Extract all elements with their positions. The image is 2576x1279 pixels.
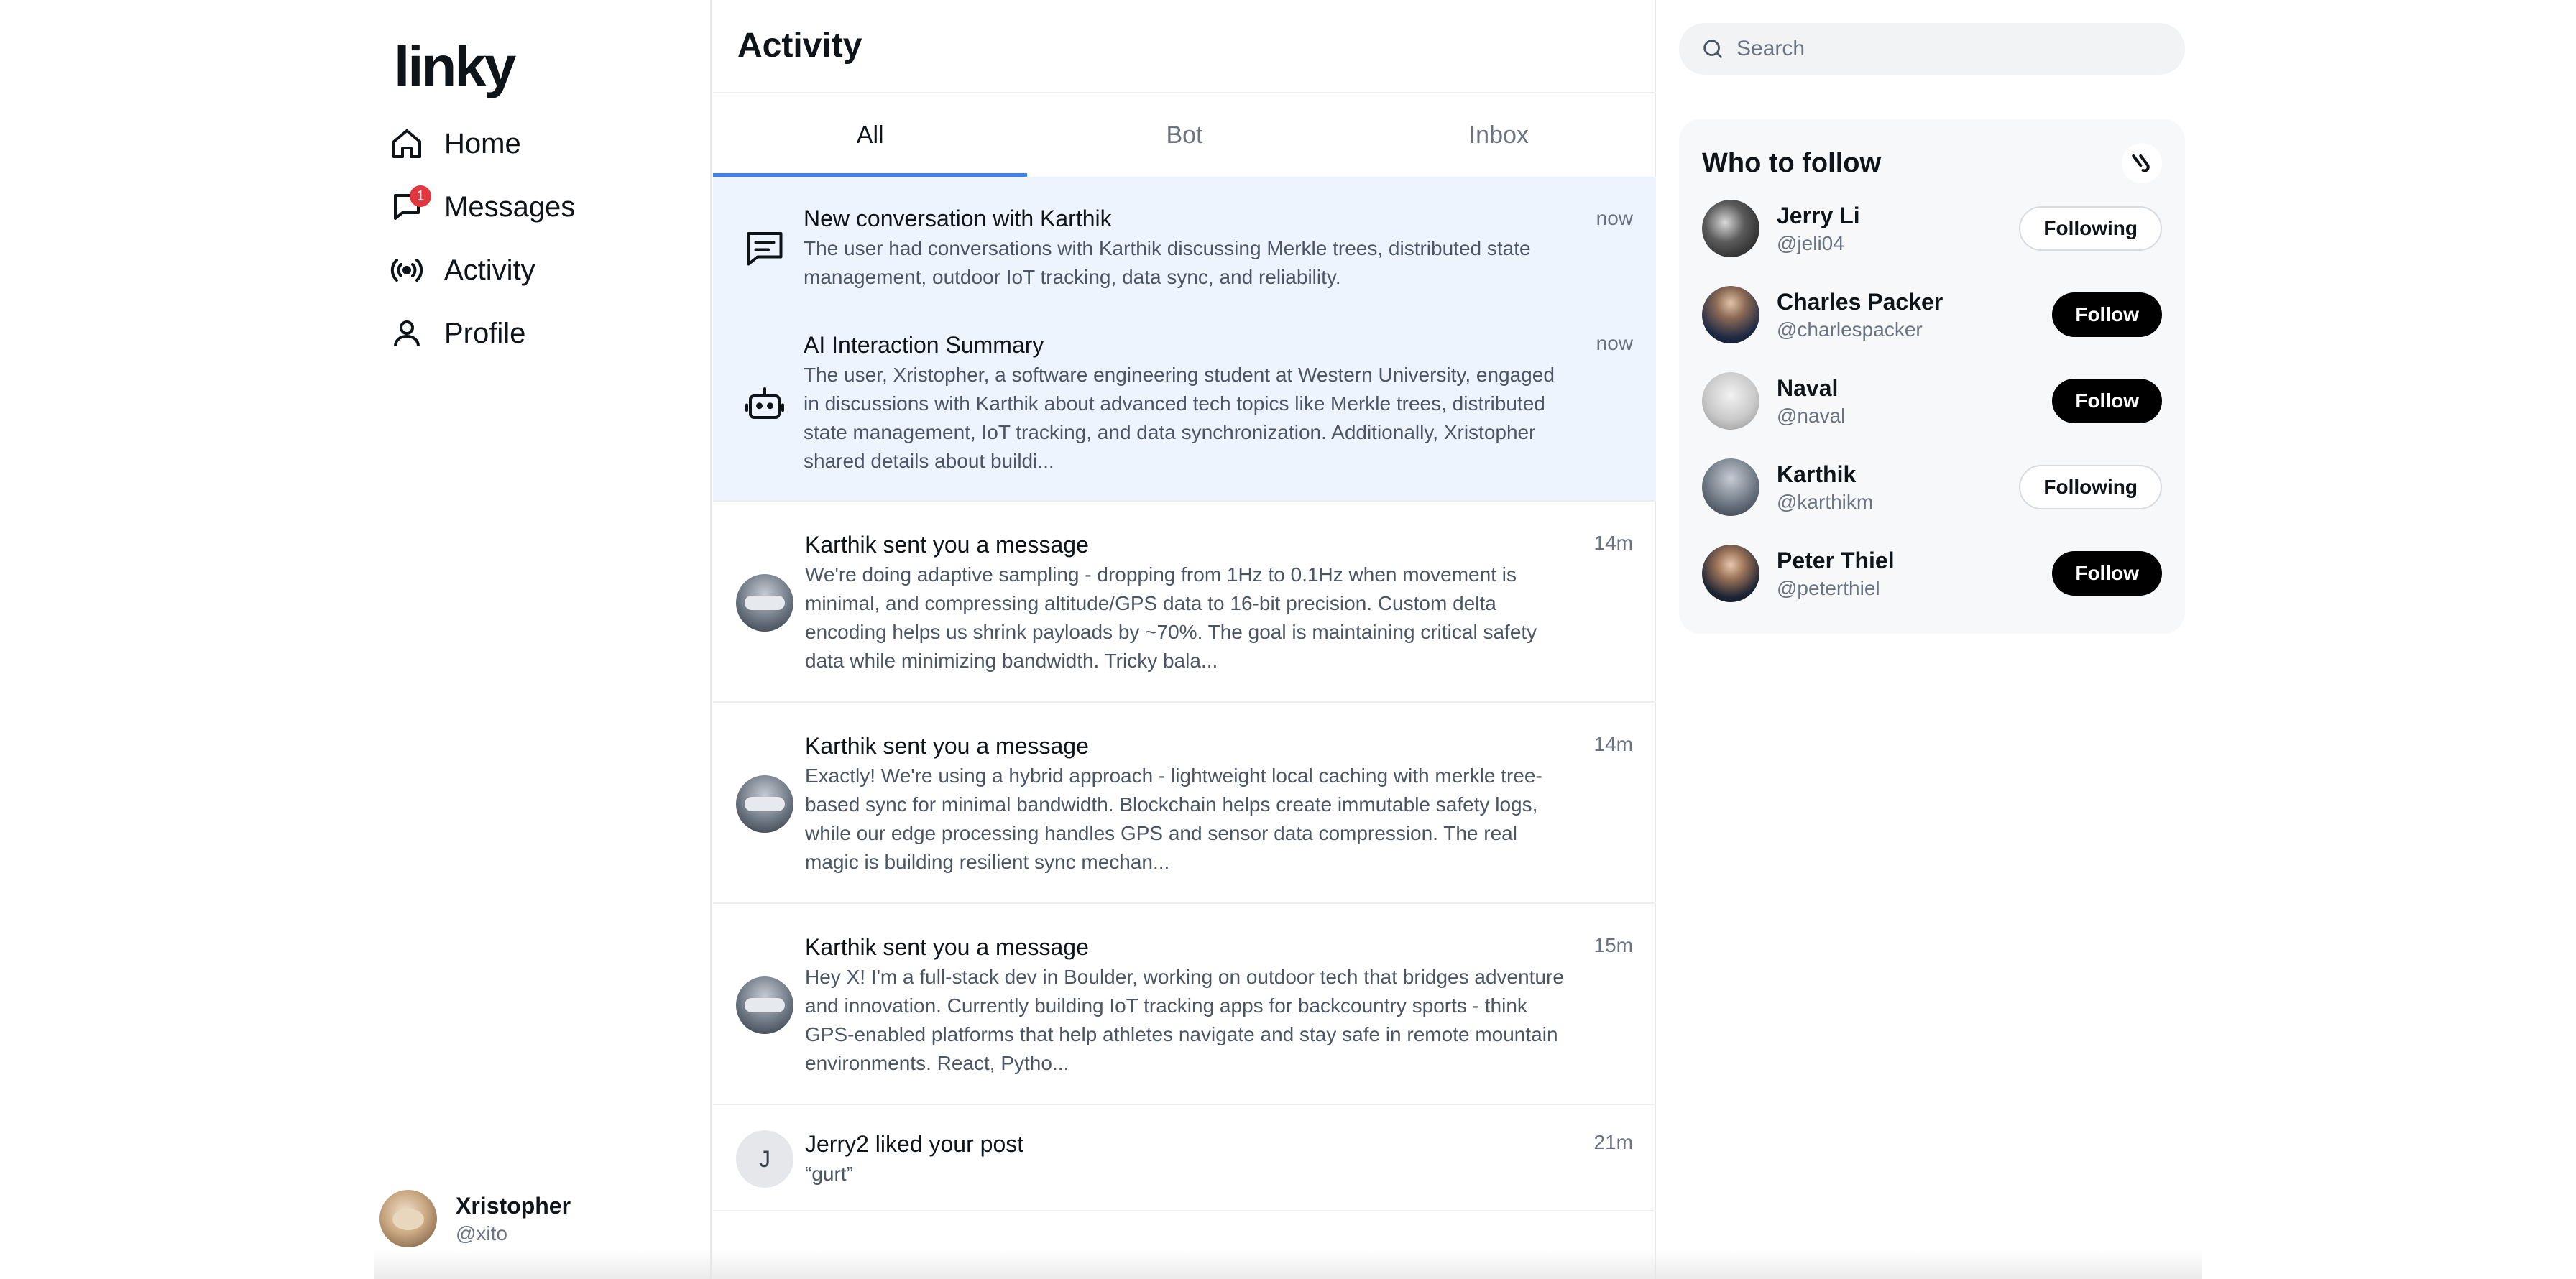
who-to-follow-card bbox=[1679, 119, 2185, 634]
linky-mark-icon bbox=[2128, 149, 2156, 177]
karthik-avatar bbox=[736, 976, 794, 1034]
activity-text: The user, Xristopher, a software engineering student at Western University, engaged in discussions with Karthik about advanced tech topics like Merkle trees, distributed state management, IoT tracking, and data synchronization. Additionally, Xristopher shared details about buildi... bbox=[804, 364, 1555, 472]
broadcast-icon bbox=[388, 251, 426, 289]
activity-column bbox=[713, 0, 1656, 1279]
right-column bbox=[1679, 23, 2185, 634]
user-handle: @jeli04 bbox=[1777, 231, 1844, 254]
user-avatar bbox=[1702, 372, 1760, 430]
activity-title: Karthik sent you a message bbox=[805, 934, 1089, 960]
message-icon bbox=[388, 188, 426, 226]
follow-button[interactable]: Follow bbox=[2052, 551, 2162, 596]
user-handle: @charlespacker bbox=[1777, 318, 1923, 341]
suggested-user[interactable] bbox=[1702, 444, 2162, 530]
activity-feed bbox=[713, 177, 1656, 1211]
jerry2-avatar: J bbox=[736, 1130, 794, 1188]
follow-button[interactable]: Follow bbox=[2052, 379, 2162, 423]
current-user-card[interactable] bbox=[380, 1190, 571, 1247]
nav-label-home: Home bbox=[444, 127, 521, 160]
tab-bot[interactable]: Bot bbox=[1166, 121, 1203, 149]
following-button[interactable]: Following bbox=[2019, 206, 2162, 251]
messages-badge: 1 bbox=[410, 185, 431, 207]
left-sidebar bbox=[0, 0, 712, 1279]
nav-item-profile[interactable] bbox=[388, 302, 575, 365]
robot-icon bbox=[743, 382, 786, 425]
activity-text: The user had conversations with Karthik discussing Merkle trees, distributed state management, outdoor IoT tracking, data sync, and reliability. bbox=[804, 237, 1531, 288]
search-bar[interactable] bbox=[1679, 23, 2185, 75]
user-name: Naval bbox=[1777, 374, 1839, 401]
activity-item[interactable] bbox=[713, 177, 1656, 316]
activity-item[interactable] bbox=[713, 502, 1656, 703]
follow-button[interactable]: Follow bbox=[2052, 292, 2162, 337]
activity-text: “gurt” bbox=[805, 1163, 853, 1185]
page-title: Activity bbox=[737, 27, 862, 65]
activity-item[interactable] bbox=[713, 316, 1656, 502]
user-avatar bbox=[1702, 458, 1760, 516]
nav-label-activity: Activity bbox=[444, 254, 535, 286]
following-button[interactable]: Following bbox=[2019, 465, 2162, 509]
nav-label-profile: Profile bbox=[444, 317, 526, 349]
activity-title: Jerry2 liked your post bbox=[805, 1131, 1024, 1157]
activity-tabs bbox=[713, 92, 1656, 177]
nav-item-home[interactable] bbox=[388, 112, 575, 175]
activity-title: Karthik sent you a message bbox=[805, 733, 1089, 759]
user-name: Charles Packer bbox=[1777, 288, 1944, 315]
suggested-user[interactable] bbox=[1702, 185, 2162, 272]
activity-time: now bbox=[1596, 332, 1633, 354]
activity-time: 14m bbox=[1593, 733, 1633, 755]
activity-text: Exactly! We're using a hybrid approach - lightweight local caching with merkle tree-based sync for minimal bandwidth. Blockchain helps create immutable safety logs, while our edge processing handles GPS and sensor data compression. The real magic is building resilient sync mechan... bbox=[805, 765, 1542, 873]
main-nav bbox=[388, 112, 575, 365]
tab-all[interactable]: All bbox=[713, 93, 1027, 177]
activity-title: Karthik sent you a message bbox=[805, 532, 1089, 558]
nav-item-messages[interactable] bbox=[388, 175, 575, 239]
who-to-follow-title: Who to follow bbox=[1702, 147, 1882, 178]
user-name: Karthik bbox=[1777, 461, 1857, 487]
user-avatar bbox=[1702, 200, 1760, 257]
user-icon bbox=[388, 315, 426, 352]
activity-time: now bbox=[1596, 207, 1633, 229]
user-handle: @peterthiel bbox=[1777, 576, 1880, 599]
activity-time: 21m bbox=[1593, 1131, 1633, 1153]
user-name: Jerry Li bbox=[1777, 202, 1860, 228]
activity-text: Hey X! I'm a full-stack dev in Boulder, working on outdoor tech that bridges adventure and innovation. Currently building IoT tracking apps for backcountry sports - think GPS-enabled platforms that help athletes navigate and stay safe in remote mountain environments. React, Pytho... bbox=[805, 966, 1564, 1074]
user-handle: @karthikm bbox=[1777, 490, 1874, 513]
karthik-avatar bbox=[736, 574, 794, 632]
suggested-user[interactable] bbox=[1702, 530, 2162, 617]
user-handle: @naval bbox=[1777, 404, 1846, 427]
user-name: Peter Thiel bbox=[1777, 547, 1895, 573]
home-icon bbox=[388, 125, 426, 162]
user-avatar bbox=[1702, 545, 1760, 602]
chat-icon bbox=[743, 226, 786, 269]
activity-time: 14m bbox=[1593, 532, 1633, 554]
logo-text: linky bbox=[394, 34, 515, 98]
activity-item[interactable] bbox=[713, 1105, 1656, 1211]
search-input[interactable] bbox=[1736, 37, 2168, 61]
activity-title: AI Interaction Summary bbox=[804, 332, 1044, 358]
activity-item[interactable] bbox=[713, 703, 1656, 904]
current-user-handle: @xito bbox=[456, 1222, 507, 1245]
user-avatar bbox=[1702, 286, 1760, 343]
search-icon bbox=[1701, 37, 1725, 61]
suggested-user[interactable] bbox=[1702, 358, 2162, 444]
nav-item-activity[interactable] bbox=[388, 239, 575, 302]
suggested-user[interactable] bbox=[1702, 272, 2162, 358]
current-user-avatar bbox=[380, 1190, 437, 1247]
activity-item[interactable] bbox=[713, 904, 1656, 1105]
karthik-avatar bbox=[736, 775, 794, 833]
nav-label-messages: Messages bbox=[444, 190, 576, 223]
activity-time: 15m bbox=[1593, 934, 1633, 956]
activity-title: New conversation with Karthik bbox=[804, 206, 1112, 231]
activity-text: We're doing adaptive sampling - dropping from 1Hz to 0.1Hz when movement is minimal, and compressing altitude/GPS data to 16-bit precision. Custom delta encoding helps us shrink payloads by ~70%. The goal is maintaining critical safety data while minimizing bandwidth. Tricky bala... bbox=[805, 563, 1537, 672]
tab-inbox[interactable]: Inbox bbox=[1468, 121, 1529, 149]
current-user-name: Xristopher bbox=[456, 1192, 571, 1219]
linky-logo[interactable] bbox=[394, 32, 523, 111]
refresh-button[interactable] bbox=[2122, 143, 2162, 183]
